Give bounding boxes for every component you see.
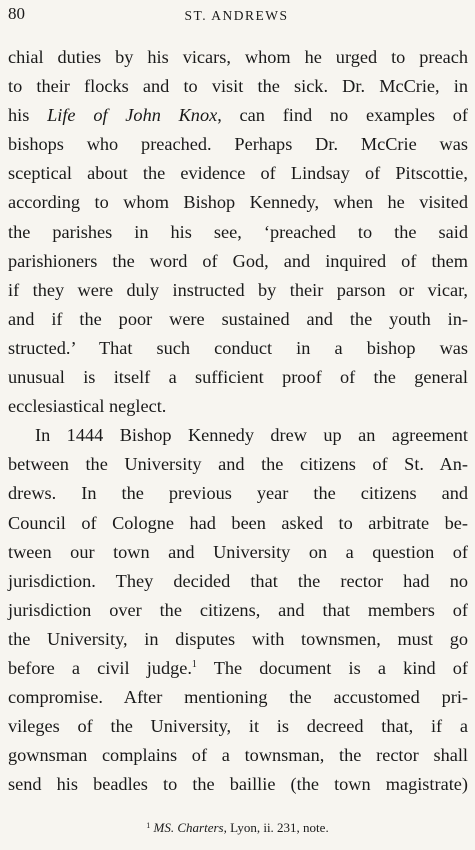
page-header — [8, 4, 465, 28]
body-text — [8, 43, 468, 799]
text-fragment: , can find no examples of — [217, 105, 469, 126]
text-line: send his beadles to the baillie (the town magistrate) — [8, 774, 468, 795]
footnote-marker: 1 — [146, 821, 151, 830]
text-fragment: before a civil judge. — [8, 657, 192, 678]
text-line: parishioners the word of God, and inquired of them — [8, 250, 468, 271]
footnote-source: MS. Charters — [153, 820, 224, 835]
text-line: drews. In the previous year the citizens and — [8, 483, 468, 504]
text-line: In 1444 Bishop Kennedy drew up an agreement — [35, 425, 468, 446]
text-line: to their flocks and to visit the sick. Dr. McCrie, in — [8, 76, 468, 97]
text-line: tween our town and University on a question of — [8, 541, 468, 562]
text-line: gownsman complains of a townsman, the rector shall — [8, 745, 468, 766]
text-line: jurisdiction. They decided that the rector had no — [8, 570, 468, 591]
book-title: Life of John Knox — [47, 105, 218, 126]
text-line: and if the poor were sustained and the youth in- — [8, 308, 468, 329]
footnote-reference[interactable]: 1 — [191, 658, 197, 670]
text-line: bishops who preached. Perhaps Dr. McCrie was — [8, 134, 468, 155]
text-line: the parishes in his see, ‘preached to the said — [8, 221, 468, 242]
text-line: Council of Cologne had been asked to arbitrate be- — [8, 512, 468, 533]
text-fragment: his — [8, 105, 48, 126]
text-line: if they were duly instructed by their parson or vicar, — [8, 279, 468, 300]
text-line: structed.’ That such conduct in a bishop was — [8, 337, 468, 358]
footnote — [0, 820, 475, 836]
text-line — [8, 654, 468, 683]
page-number: 80 — [8, 4, 25, 23]
text-line: according to whom Bishop Kennedy, when he visited — [8, 192, 468, 213]
text-line: unusual is itself a sufficient proof of the general — [8, 367, 468, 388]
text-line: sceptical about the evidence of Lindsay of Pitscottie, — [8, 163, 468, 184]
text-line — [8, 101, 468, 130]
running-head: ST. ANDREWS — [184, 8, 289, 23]
text-line: vileges of the University, it is decreed that, if a — [8, 716, 468, 737]
text-line: compromise. After mentioning the accustomed pri- — [8, 687, 468, 708]
text-fragment: The document is a kind of — [196, 657, 468, 678]
text-line: between the University and the citizens of St. An- — [8, 454, 468, 475]
text-line: the University, in disputes with townsmen, must go — [8, 628, 468, 649]
text-line: chial duties by his vicars, whom he urged to preach — [8, 47, 468, 67]
footnote-citation: , Lyon, ii. 231, note. — [223, 820, 329, 835]
text-line: jurisdiction over the citizens, and that members of — [8, 599, 468, 620]
text-line: ecclesiastical neglect. — [8, 396, 167, 417]
